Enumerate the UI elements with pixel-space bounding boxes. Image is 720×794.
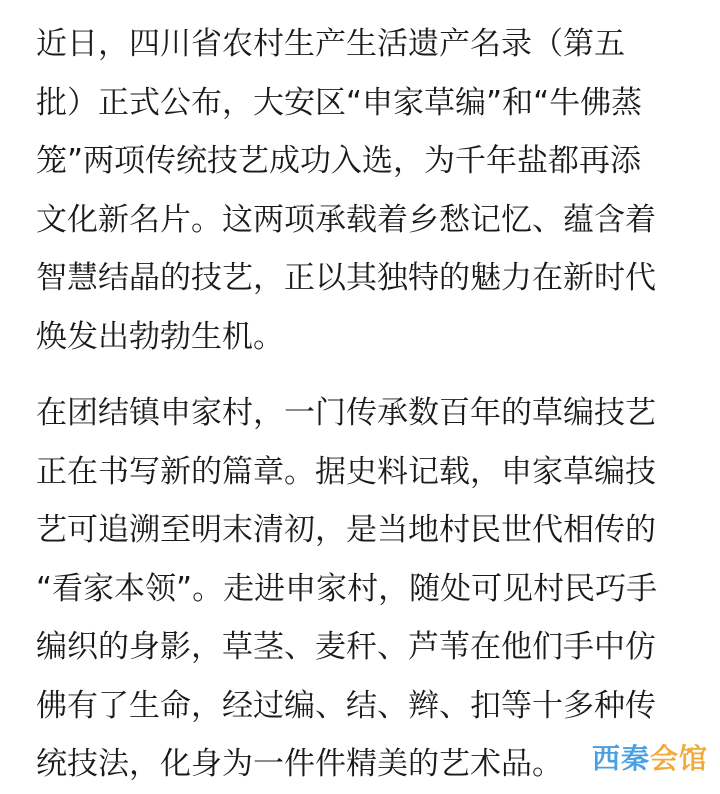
paragraph-line: 近日，四川省农村生产生活遗产名录（第五 xyxy=(36,26,625,62)
paragraph-line: 智慧结晶的技艺，正以其独特的魅力在新时代 xyxy=(36,260,656,296)
paragraph-line: 笼”两项传统技艺成功入选，为千年盐都再添 xyxy=(36,143,642,179)
paragraph-2 xyxy=(36,384,696,794)
paragraph-line: 艺可追溯至明末清初，是当地村民世代相传的 xyxy=(36,512,656,548)
paragraph-line: 在团结镇申家村，一门传承数百年的草编技艺 xyxy=(36,395,656,431)
article-body xyxy=(36,15,696,794)
paragraph-line: 编织的身影，草茎、麦秆、芦苇在他们手中仿 xyxy=(36,629,656,665)
paragraph-line: 正在书写新的篇章。据史料记载，申家草编技 xyxy=(36,453,656,490)
paragraph-line: “看家本领”。走进申家村，随处可见村民巧手 xyxy=(36,570,658,607)
watermark-text-part1: 西秦 xyxy=(591,742,650,775)
paragraph-line: 焕发出勃勃生机。 xyxy=(36,318,284,355)
paragraph-line: 文化新名片。这两项承载着乡愁记忆、蕴含着 xyxy=(36,201,656,238)
watermark-logo xyxy=(592,737,708,777)
paragraph-1 xyxy=(36,15,696,366)
watermark-text-part2: 会馆 xyxy=(649,742,708,775)
paragraph-line: 佛有了生命，经过编、结、辫、扣等十多种传 xyxy=(36,687,656,724)
paragraph-line: 统技法，化身为一件件精美的艺术品。 xyxy=(36,746,563,782)
paragraph-line: 批）正式公布，大安区“申家草编”和“牛佛蒸 xyxy=(36,84,643,121)
